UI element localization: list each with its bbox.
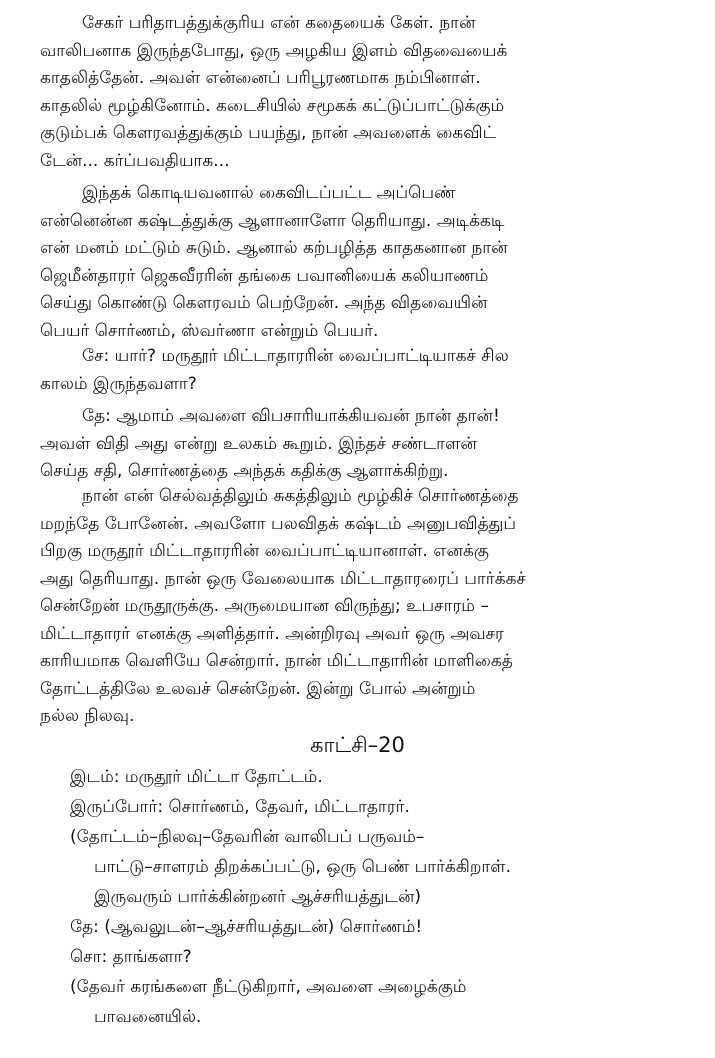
scene-line: சொ: தாங்களா? <box>70 947 192 967</box>
scene-line: பாவனையில். <box>94 1007 202 1027</box>
scene-line: பாட்டு–சாளரம் திறக்கப்பட்டு, ஒரு பெண் பார்க்கிறாள். <box>94 857 512 877</box>
paragraph-3 <box>40 343 690 398</box>
text-line: பெயர் சொர்ணம், ஸ்வர்ணா என்றும் பெயர். <box>40 320 379 341</box>
scene-title: காட்சி–20 <box>310 733 405 757</box>
text-line: ஜெமீன்தாரர் ஜெகவீரரின் தங்கை பவானியைக் கலியாணம் <box>40 265 489 286</box>
paragraph-2 <box>40 180 690 345</box>
scene-line: (தேவர் கரங்களை நீட்டுகிறார், அவளை அழைக்கும் <box>70 977 467 997</box>
text-line: சே: யார்? மருதூர் மிட்டாதாரரின் வைப்பாட்டியாகச் சில <box>82 346 509 366</box>
text-line: இந்தக் கொடியவனால் கைவிடப்பட்ட அப்பெண் <box>82 183 456 203</box>
paragraph-4 <box>40 403 690 486</box>
text-line: மிட்டாதாரர் எனக்கு அளித்தார். அன்றிரவு அவர் ஒரு அவசர <box>40 623 504 644</box>
text-line: காதலித்தேன். அவள் என்னைப் பரிபூரணமாக நம்பினாள். <box>40 68 481 88</box>
text-line: சேகர் பரிதாபத்துக்குரிய என் கதையைக் கேள். நான் <box>82 13 476 33</box>
text-line: என்னென்ன கஷ்டத்துக்கு ஆளானாளோ தெரியாது. அடிக்கடி <box>40 210 505 231</box>
text-line: காலம் இருந்தவளா? <box>40 373 197 394</box>
paragraph-1 <box>40 10 690 175</box>
text-line: செய்து கொண்டு கௌரவம் பெற்றேன். அந்த விதவையின் <box>40 293 488 313</box>
text-line: அவள் விதி அது என்று உலகம் கூறும். இந்தச் சண்டாளன் <box>40 433 477 454</box>
text-line: செய்த சதி, சொர்ணத்தை அந்தக் கதிக்கு ஆளாக்கிற்று. <box>40 461 449 481</box>
text-line: தே: ஆமாம் அவளை விபசாரியாக்கியவன் நான் தான்! <box>82 406 500 426</box>
text-line: குடும்பக் கௌரவத்துக்கும் பயந்து, நான் அவளைக் கைவிட் <box>40 123 497 143</box>
scene-line: இடம்: மருதூர் மிட்டா தோட்டம். <box>70 767 323 787</box>
text-line: தோட்டத்திலே உலவச் சென்றேன். இன்று போல் அன்றும் <box>40 678 476 699</box>
scene-line: இருப்போர்: சொர்ணம், தேவர், மிட்டாதாரர். <box>70 797 410 817</box>
text-line: காதலில் மூழ்கினோம். கடைசியில் சமூகக் கட்டுப்பாட்டுக்கும் <box>40 95 505 116</box>
text-line: அது தெரியாது. நான் ஒரு வேலையாக மிட்டாதாரரைப் பார்க்கச் <box>40 568 526 589</box>
text-line: பிறகு மருதூர் மிட்டாதாரரின் வைப்பாட்டியானாள். எனக்கு <box>40 541 489 561</box>
text-line: காரியமாக வெளியே சென்றார். நான் மிட்டாதாரின் மாளிகைத் <box>40 651 513 671</box>
text-line: நான் என் செல்வத்திலும் சுகத்திலும் மூழ்கிச் சொர்ணத்தை <box>82 486 519 506</box>
text-line: டேன்... கர்ப்பவதியாக... <box>40 150 230 171</box>
text-line: வாலிபனாக இருந்தபோது, ஒரு அழகிய இளம் விதவையைக் <box>40 40 508 61</box>
text-line: நல்ல நிலவு. <box>40 706 135 726</box>
text-line: மறந்தே போனேன். அவளோ பலவிதக் கஷ்டம் அனுபவித்துப் <box>40 513 517 534</box>
paragraph-5 <box>40 483 690 731</box>
scene-line: இருவரும் பார்க்கின்றனர் ஆச்சரியத்துடன்) <box>94 887 422 907</box>
text-line: சென்றேன் மருதூருக்கு. அருமையான விருந்து; உபசாரம் – <box>40 596 489 616</box>
text-line: என் மனம் மட்டும் சுடும். ஆனால் கற்பழித்த காதகனான நான் <box>40 238 508 258</box>
scene-line: தே: (ஆவலுடன்–ஆச்சரியத்துடன்) சொர்ணம்! <box>70 917 423 937</box>
scene-line: (தோட்டம்–நிலவு–தேவரின் வாலிபப் பருவம்– <box>70 827 425 847</box>
scene-body <box>70 762 690 1032</box>
